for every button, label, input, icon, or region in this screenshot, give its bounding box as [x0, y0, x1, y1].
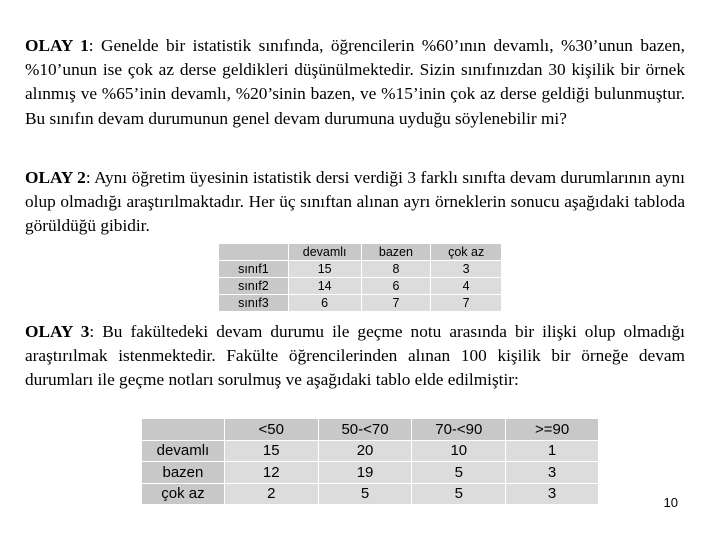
- olay3-paragraph: [25, 320, 685, 393]
- table-row: [142, 440, 599, 462]
- olay1-label: OLAY 1: [25, 36, 89, 55]
- table-cell: 5: [412, 462, 506, 484]
- table-header-cell: [219, 244, 289, 261]
- attendance-by-class-table: [218, 243, 502, 312]
- table-cell: 2: [224, 483, 318, 505]
- olay1-text: : Genelde bir istatistik sınıfında, öğrencilerin %60’ının devamlı, %30’unun bazen, %10’unun ise çok az derse geldikleri düşünülmektedir. Sizin sınıfınızdan 30 kişilik bir örnek alınmış ve %65’inin devamlı, %20’sinin bazen, ve %15’inin çok az derse geldiği bulunmuştur. Bu sınıfın devam durumunun genel devam durumuna uyduğu söylenebilir mi?: [25, 36, 685, 128]
- table-row: [219, 278, 502, 295]
- row-label: devamlı: [142, 440, 225, 462]
- table-header-cell: <50: [224, 419, 318, 441]
- olay2-label: OLAY 2: [25, 168, 86, 187]
- table-cell: 7: [431, 295, 502, 312]
- table-cell: 3: [506, 462, 599, 484]
- table-cell: 14: [288, 278, 361, 295]
- table-header-cell: >=90: [506, 419, 599, 441]
- row-label: sınıf1: [219, 261, 289, 278]
- table-cell: 5: [412, 483, 506, 505]
- table-cell: 12: [224, 462, 318, 484]
- table-header-cell: devamlı: [288, 244, 361, 261]
- table-cell: 7: [361, 295, 431, 312]
- table-cell: 1: [506, 440, 599, 462]
- table-row: [142, 483, 599, 505]
- page-number: 10: [663, 495, 678, 510]
- table-header-cell: çok az: [431, 244, 502, 261]
- table-row: [142, 462, 599, 484]
- table-cell: 20: [318, 440, 412, 462]
- table-cell: 6: [361, 278, 431, 295]
- table-header-row: [142, 419, 599, 441]
- table-cell: 15: [288, 261, 361, 278]
- table-header-row: [219, 244, 502, 261]
- olay3-text: : Bu fakültedeki devam durumu ile geçme notu arasında bir ilişki olup olmadığı araştırılmak istenmektedir. Fakülte öğrencilerinden alınan 100 kişilik bir örneğe devam durumları ile geçme notları sorulmuş ve aşağıdaki tablo elde edilmiştir:: [25, 322, 685, 390]
- table-cell: 4: [431, 278, 502, 295]
- table-cell: 5: [318, 483, 412, 505]
- table-header-cell: bazen: [361, 244, 431, 261]
- olay1-paragraph: [25, 34, 685, 131]
- table-cell: 8: [361, 261, 431, 278]
- table-header-cell: 50-<70: [318, 419, 412, 441]
- table-cell: 3: [431, 261, 502, 278]
- table-header-cell: [142, 419, 225, 441]
- row-label: sınıf3: [219, 295, 289, 312]
- table-cell: 19: [318, 462, 412, 484]
- olay2-text: : Aynı öğretim üyesinin istatistik dersi verdiği 3 farklı sınıfta devam durumlarının aynı olup olmadığı araştırılmaktadır. Her üç sınıftan alınan ayrı örneklerin sonucu aşağıdaki tabloda görüldüğü gibidir.: [25, 168, 685, 236]
- table-cell: 6: [288, 295, 361, 312]
- olay3-label: OLAY 3: [25, 322, 90, 341]
- table-cell: 15: [224, 440, 318, 462]
- attendance-by-grade-table: [141, 418, 599, 505]
- row-label: sınıf2: [219, 278, 289, 295]
- table-header-cell: 70-<90: [412, 419, 506, 441]
- table-row: [219, 295, 502, 312]
- table-cell: 3: [506, 483, 599, 505]
- row-label: bazen: [142, 462, 225, 484]
- olay2-paragraph: [25, 166, 685, 239]
- table-cell: 10: [412, 440, 506, 462]
- table-row: [219, 261, 502, 278]
- row-label: çok az: [142, 483, 225, 505]
